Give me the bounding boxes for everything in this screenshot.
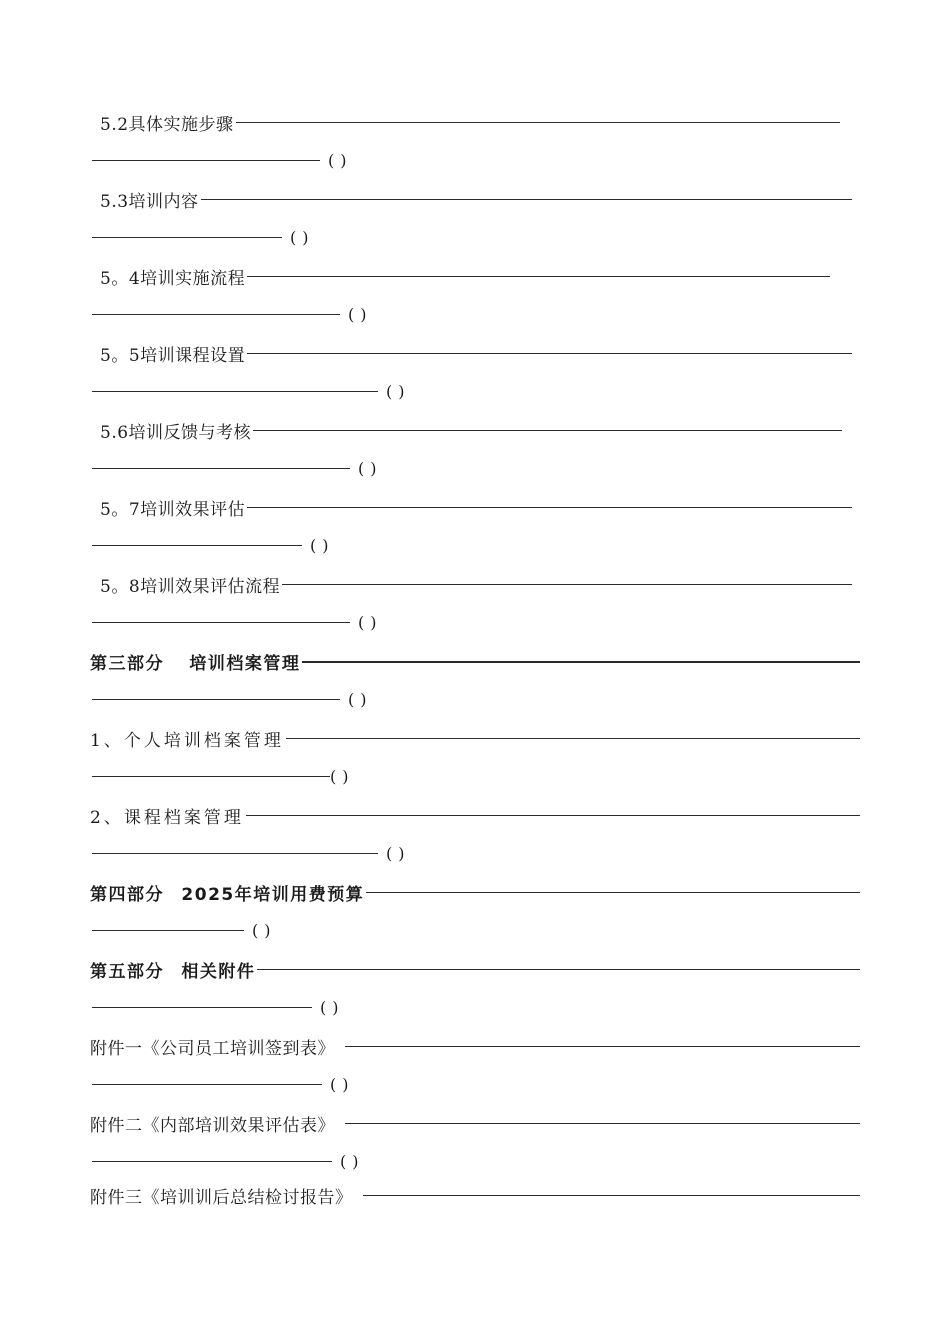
dot-leader	[363, 1195, 861, 1196]
dot-leader	[92, 314, 340, 315]
toc-entry-title: 第四部分 2025年培训用费预算	[90, 884, 365, 905]
toc-entry-title: 5.2具体实施步骤	[100, 114, 234, 135]
toc-entry-page-ref: ()	[358, 458, 383, 478]
toc-entry	[90, 572, 860, 634]
dot-leader	[92, 699, 340, 700]
toc-entry-page-ref: ()	[340, 1151, 365, 1171]
toc-entry	[90, 1183, 860, 1207]
toc-entry-page-ref: ()	[358, 612, 383, 632]
toc-entry	[90, 1111, 860, 1173]
toc-entry-page-ref: ()	[310, 535, 335, 555]
dot-leader	[253, 430, 842, 431]
dot-leader	[92, 622, 350, 623]
toc-entry-title: 附件二《内部培训效果评估表》	[90, 1115, 335, 1136]
toc-entry-page-ref: ()	[386, 843, 411, 863]
toc-entry	[90, 880, 860, 942]
dot-leader	[92, 930, 244, 931]
toc-entry-page-ref: ()	[348, 304, 373, 324]
dot-leader	[92, 776, 330, 777]
toc-entry-title: 5。5培训课程设置	[100, 345, 246, 366]
dot-leader	[92, 1161, 332, 1162]
dot-leader	[236, 122, 840, 123]
toc-entry	[90, 110, 860, 172]
toc-entry	[90, 341, 860, 403]
toc-entry-title: 1、个人培训档案管理	[90, 730, 284, 751]
dot-leader	[92, 1007, 312, 1008]
toc-entry-page-ref: ()	[320, 997, 345, 1017]
dot-leader	[345, 1123, 860, 1124]
toc-entry	[90, 957, 860, 1019]
dot-leader	[286, 738, 860, 739]
toc-entry-page-ref: ()	[386, 381, 411, 401]
toc-entry-page-ref: ()	[348, 689, 373, 709]
dot-leader	[92, 853, 378, 854]
dot-leader	[246, 815, 860, 816]
dot-leader	[247, 276, 830, 277]
dot-leader	[92, 1084, 322, 1085]
toc-entry-title: 附件三《培训训后总结检讨报告》	[90, 1187, 353, 1208]
dot-leader	[302, 661, 860, 663]
toc-entry-page-ref: ()	[252, 920, 277, 940]
dot-leader	[247, 353, 852, 354]
dot-leader	[366, 892, 860, 893]
toc-entry-title: 第三部分 培训档案管理	[90, 653, 301, 674]
dot-leader	[345, 1046, 860, 1047]
toc-entry-page-ref: ()	[330, 1074, 355, 1094]
dot-leader	[257, 969, 860, 970]
dot-leader	[92, 545, 302, 546]
toc-entry-title: 5。7培训效果评估	[100, 499, 246, 520]
toc-entry-title: 2、课程档案管理	[90, 807, 244, 828]
toc-entry-page-ref: ()	[330, 766, 355, 786]
toc-entry-title: 附件一《公司员工培训签到表》	[90, 1038, 335, 1059]
toc-entry-page-ref: ()	[328, 150, 353, 170]
toc-entry	[90, 1034, 860, 1096]
toc-entry-title: 5.6培训反馈与考核	[100, 422, 252, 443]
toc-entry	[90, 726, 860, 788]
toc-entry	[90, 803, 860, 865]
toc-entry-title: 5。4培训实施流程	[100, 268, 246, 289]
dot-leader	[92, 160, 320, 161]
toc-entry-title: 5.3培训内容	[100, 191, 199, 212]
dot-leader	[282, 584, 852, 585]
dot-leader	[92, 468, 350, 469]
toc-entry	[90, 649, 860, 711]
dot-leader	[247, 507, 852, 508]
dot-leader	[92, 391, 378, 392]
toc-entry-page-ref: ()	[290, 227, 315, 247]
toc-entry-title: 5。8培训效果评估流程	[100, 576, 281, 597]
toc-entry	[90, 187, 860, 249]
toc-entry	[90, 264, 860, 326]
dot-leader	[92, 237, 282, 238]
toc-entry-title: 第五部分 相关附件	[90, 961, 256, 982]
dot-leader	[201, 199, 852, 200]
toc-entry	[90, 495, 860, 557]
toc-entry	[90, 418, 860, 480]
